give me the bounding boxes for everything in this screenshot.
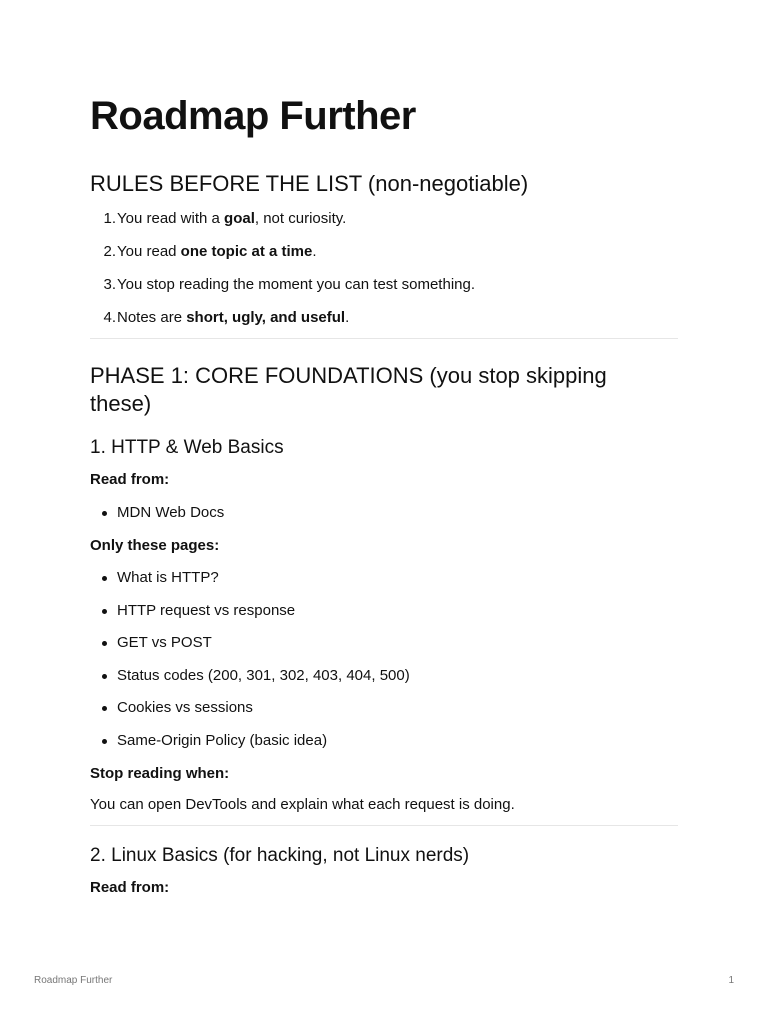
rule-number: 2.: [103, 243, 116, 260]
section2-heading: 2. Linux Basics (for hacking, not Linux nerds): [90, 845, 470, 866]
rule-item: You stop reading the moment you can test something.: [117, 276, 476, 293]
phase1-heading: PHASE 1: CORE FOUNDATIONS (you stop skipping these): [90, 363, 607, 416]
footer-title: Roadmap Further: [34, 975, 113, 986]
rule-item: You read with a goal, not curiosity.: [117, 210, 347, 227]
rule-item: You read one topic at a time.: [117, 243, 317, 260]
page-number: 1: [728, 975, 734, 986]
list-item: Same-Origin Policy (basic idea): [117, 732, 328, 749]
read-from-label: Read from:: [90, 879, 170, 896]
bullet-icon: [102, 609, 107, 614]
list-item: HTTP request vs response: [117, 602, 296, 619]
list-item: Cookies vs sessions: [117, 699, 253, 716]
bullet-icon: [102, 706, 107, 711]
only-pages-label: Only these pages:: [90, 537, 220, 554]
rule-number: 1.: [103, 210, 116, 227]
section1-heading: 1. HTTP & Web Basics: [90, 437, 284, 458]
bullet-icon: [102, 739, 107, 744]
divider: [90, 825, 678, 826]
list-item: What is HTTP?: [117, 569, 219, 586]
list-item: GET vs POST: [117, 634, 212, 651]
page-title: Roadmap Further: [90, 94, 416, 138]
divider: [90, 338, 678, 339]
list-item: MDN Web Docs: [117, 504, 225, 521]
bullet-icon: [102, 641, 107, 646]
rule-number: 4.: [103, 309, 116, 326]
bullet-icon: [102, 674, 107, 679]
bullet-icon: [102, 576, 107, 581]
rule-number: 3.: [103, 276, 116, 293]
bullet-icon: [102, 511, 107, 516]
stop-reading-label: Stop reading when:: [90, 765, 230, 782]
read-from-label: Read from:: [90, 471, 170, 488]
rules-heading: RULES BEFORE THE LIST (non-negotiable): [90, 171, 529, 196]
list-item: Status codes (200, 301, 302, 403, 404, 500): [117, 667, 410, 684]
stop-reading-text: You can open DevTools and explain what each request is doing.: [90, 796, 515, 813]
rule-item: Notes are short, ugly, and useful.: [117, 309, 350, 326]
